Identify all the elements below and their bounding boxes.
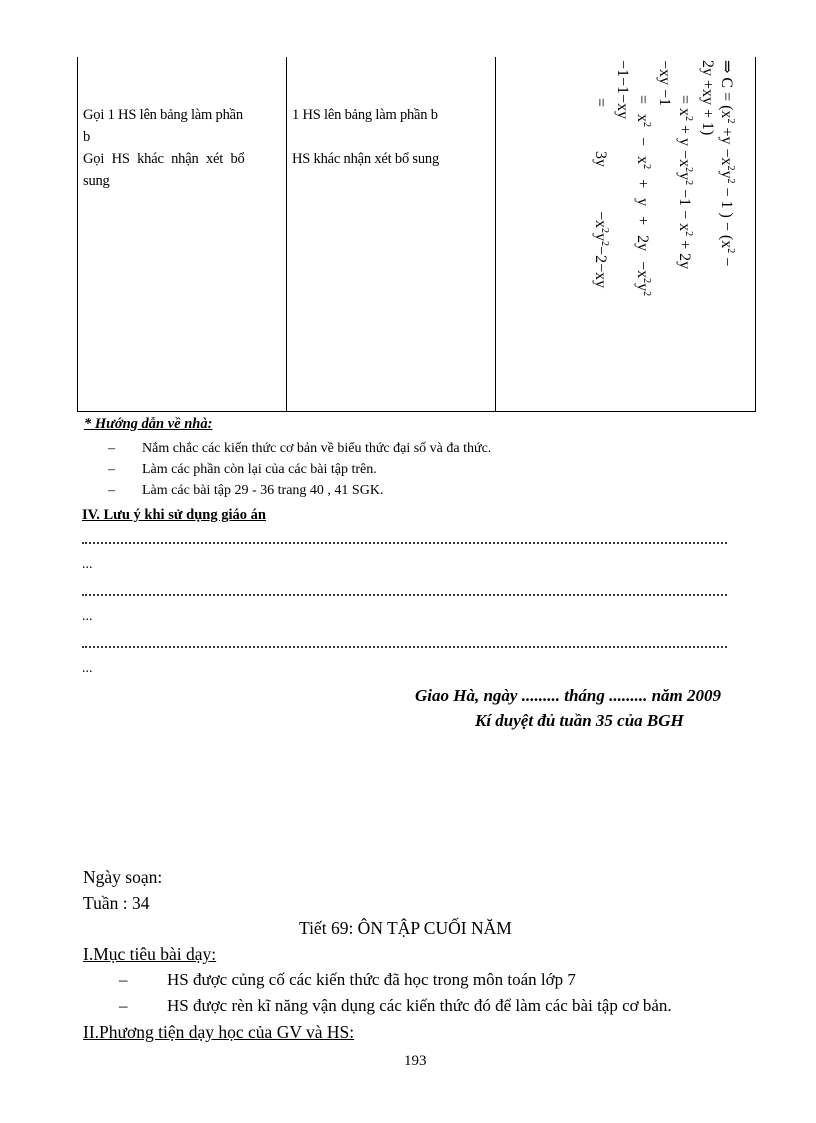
page-number: 193	[404, 1053, 427, 1069]
math-line: = $x^2 - x^2 + y + 2y -x^2y^2$	[634, 95, 652, 297]
dotted-line	[82, 646, 727, 648]
homework-list	[84, 438, 491, 501]
lesson-title: Tiết 69: ÔN TẬP CUỐI NĂM	[299, 918, 512, 938]
student-activity-cell	[292, 104, 492, 170]
list-item: – Nắm chắc các kiến thức cơ bản về biểu thức đại số và đa thức.	[108, 441, 492, 456]
math-line: −xy −1	[656, 60, 673, 107]
week-label: Tuần : 34	[83, 893, 150, 913]
list-item: – HS được củng cố các kiến thức đã học trong môn toán lớp 7	[119, 970, 576, 989]
objectives-list	[83, 967, 672, 1019]
dotted-line	[82, 594, 727, 596]
teacher-line: Gọi 1 HS lên bảng làm phần	[83, 107, 243, 123]
date-label: Ngày soạn:	[83, 867, 163, 887]
signature-approval: Kí duyệt đủ tuần 35 của BGH	[475, 711, 684, 730]
teacher-line: b	[83, 129, 91, 145]
teacher-line: Gọi HS khác nhận xét bổ	[83, 151, 245, 167]
teacher-line: sung	[83, 173, 110, 189]
list-item: – Làm các phần còn lại của các bài tập trên.	[108, 462, 377, 477]
student-line: HS khác nhận xét bổ sung	[292, 151, 440, 167]
section-objectives: I.Mục tiêu bài dạy:	[83, 944, 217, 964]
math-line: −1−1−xy	[614, 60, 631, 120]
math-line: = $x^2 + y -x^2y^2 -1 - x^2 + 2y$	[676, 95, 694, 270]
homework-title: * Hướng dẫn về nhà:	[84, 416, 213, 432]
math-line: ⇒ $C = (x^2 +y -x^2y^2 - 1$ ) − ($x^2$ −	[718, 60, 736, 267]
dotted-line	[82, 542, 727, 544]
math-line: = $3y -x^2y^2-2-xy$	[592, 98, 610, 289]
ellipsis: ...	[82, 661, 93, 676]
list-item: – Làm các bài tập 29 - 36 trang 40 , 41 SGK.	[108, 483, 384, 498]
teacher-activity-cell	[83, 104, 283, 192]
section-materials: II.Phương tiện dạy học của GV và HS:	[83, 1022, 355, 1042]
math-line: 2y +xy + 1)	[699, 60, 716, 136]
student-line: 1 HS lên bảng làm phần b	[292, 107, 438, 123]
ellipsis: ...	[82, 609, 93, 624]
ellipsis: ...	[82, 557, 93, 572]
list-item: – HS được rèn kĩ năng vận dụng các kiến thức đó để làm các bài tập cơ bản.	[119, 996, 672, 1015]
notes-title: IV. Lưu ý khi sử dụng giáo án	[82, 507, 266, 523]
signature-date: Giao Hà, ngày ......... tháng ......... năm 2009	[415, 686, 722, 705]
table-column-divider	[495, 57, 496, 411]
table-column-divider	[286, 57, 287, 411]
